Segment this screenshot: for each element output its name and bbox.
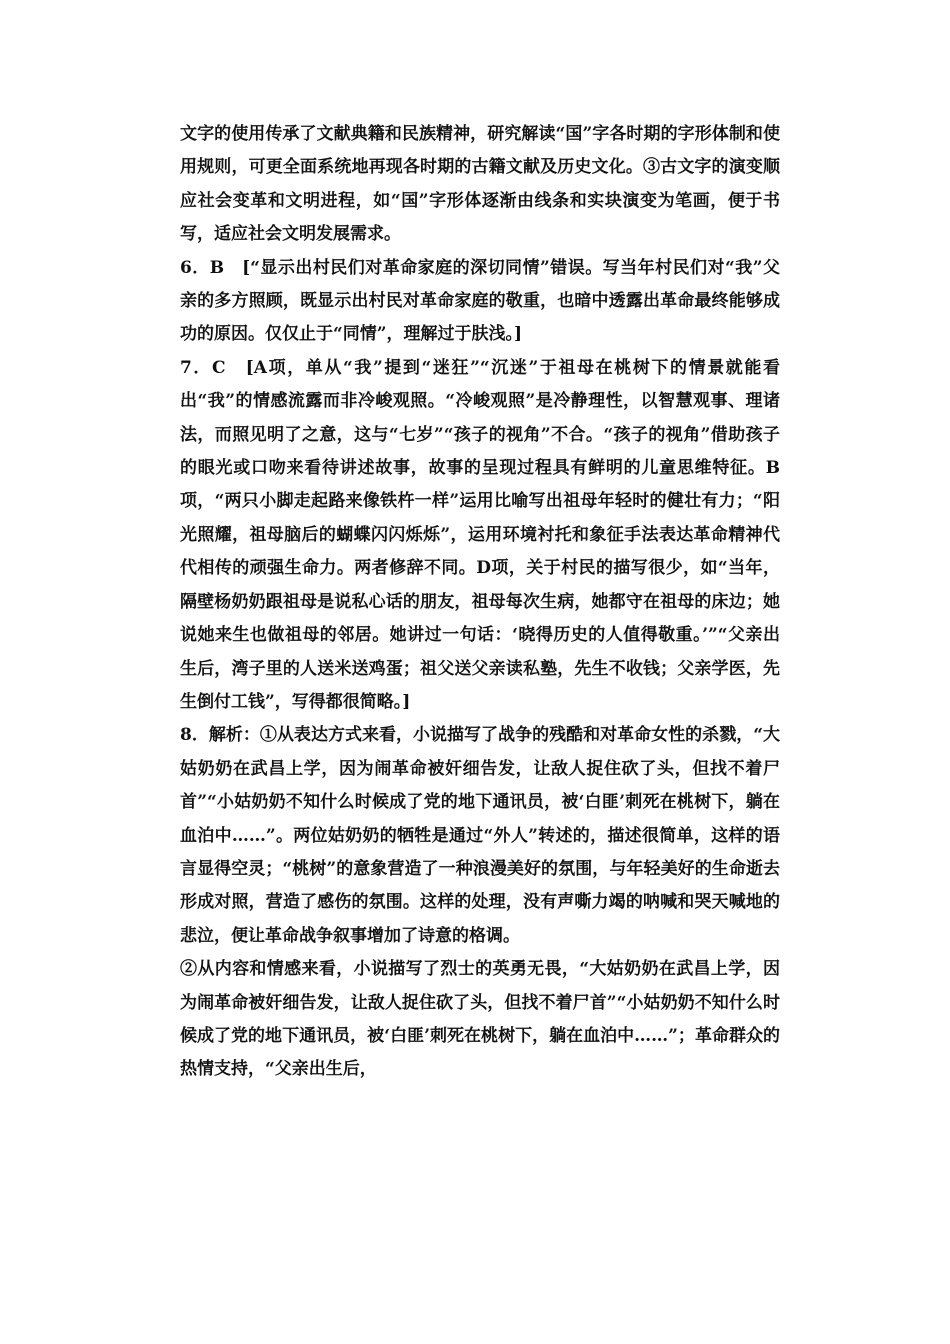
question-8-point-1: ①从表达方式来看，小说描写了战争的残酷和对革命女性的杀戮，“大姑奶奶在武昌上学，因为闹革命被奸细告发，让敌人捉住砍了头，但找不着尸首”“小姑奶奶不知什么时候成了党的地下通讯员，被‘白匪’刺死在桃树下，躺在血泊中……”。两位姑奶奶的牺牲是通过“外人”转述的，描述很简单，这样的语言显得空灵；“桃树”的意象营造了一种浪漫美好的氛围，与年轻美好的生命逝去形成对照，营造了感伤的氛围。这样的处理，没有声嘶力竭的呐喊和哭天喊地的悲泣，便让革命战争叙事增加了诗意的格调。 xyxy=(180,725,781,946)
question-7-explanation: [A项，单从“我”提到“迷狂”“沉迷”于祖母在桃树下的情景就能看出“我”的情感流露而非冷峻观照。“冷峻观照”是冷静理性，以智慧观事、理诸法，而照见明了之意，这与“七岁”“孩子的视角”不合。“孩子的视角”借助孩子的眼光或口吻来看待讲述故事，故事的呈现过程具有鲜明的儿童思维特征。B项，“两只小脚走起路来像铁杵一样”运用比喻写出祖母年轻时的健壮有力；“阳光照耀，祖母脑后的蝴蝶闪闪烁烁”，运用环境衬托和象征手法表达革命精神代代相传的顽强生命力。两者修辞不同。D项，关于村民的描写很少，如“当年，隔壁杨奶奶跟祖母是说私心话的朋友，祖母每次生病，她都守在祖母的床边；她说她来生也做祖母的邻居。她讲过一句话：‘晓得历史的人值得敬重。’”“父亲出生后，湾子里的人送米送鸡蛋；祖父送父亲读私塾，先生不收钱；父亲学医，先生倒付工钱”，写得都很简略。] xyxy=(180,357,780,712)
answer-7-paragraph xyxy=(180,352,780,719)
answer-8-paragraph-2: ②从内容和情感来看，小说描写了烈士的英勇无畏，“大姑奶奶在武昌上学，因为闹革命被奸细告发，让敌人捉住砍了头，但找不着尸首”“小姑奶奶不知什么时候成了党的地下通讯员，被‘白匪’刺死在桃树下，躺在血泊中……”；革命群众的热情支持，“父亲出生后， xyxy=(180,959,780,1080)
question-6-explanation: [“显示出村民们对革命家庭的深切同情”错误。写当年村民们对“我”父亲的多方照顾，既显示出村民对革命家庭的敬重，也暗中透露出革命最终能够成功的原因。仅仅止于“同情”，理解过于肤浅。] xyxy=(180,257,780,345)
question-7-answer: C xyxy=(212,357,246,378)
intro-paragraph: 文字的使用传承了文献典籍和民族精神，研究解读“国”字各时期的字形体制和使用规则，可更全面系统地再现各时期的古籍文献及历史文化。③古文字的演变顺应社会变革和文明进程，如“国”字形体逐渐由线条和实块演变为笔画，便于书写，适应社会文明发展需求。 xyxy=(180,124,780,245)
document-page xyxy=(180,118,780,1087)
question-7-number: 7． xyxy=(180,357,213,378)
question-8-label: 解析： xyxy=(208,725,260,746)
answer-6-paragraph xyxy=(180,252,780,352)
question-6-number: 6． xyxy=(180,257,210,278)
question-8-number: 8． xyxy=(180,725,209,746)
answer-8-paragraph xyxy=(180,719,780,953)
question-6-answer: B xyxy=(209,257,243,278)
